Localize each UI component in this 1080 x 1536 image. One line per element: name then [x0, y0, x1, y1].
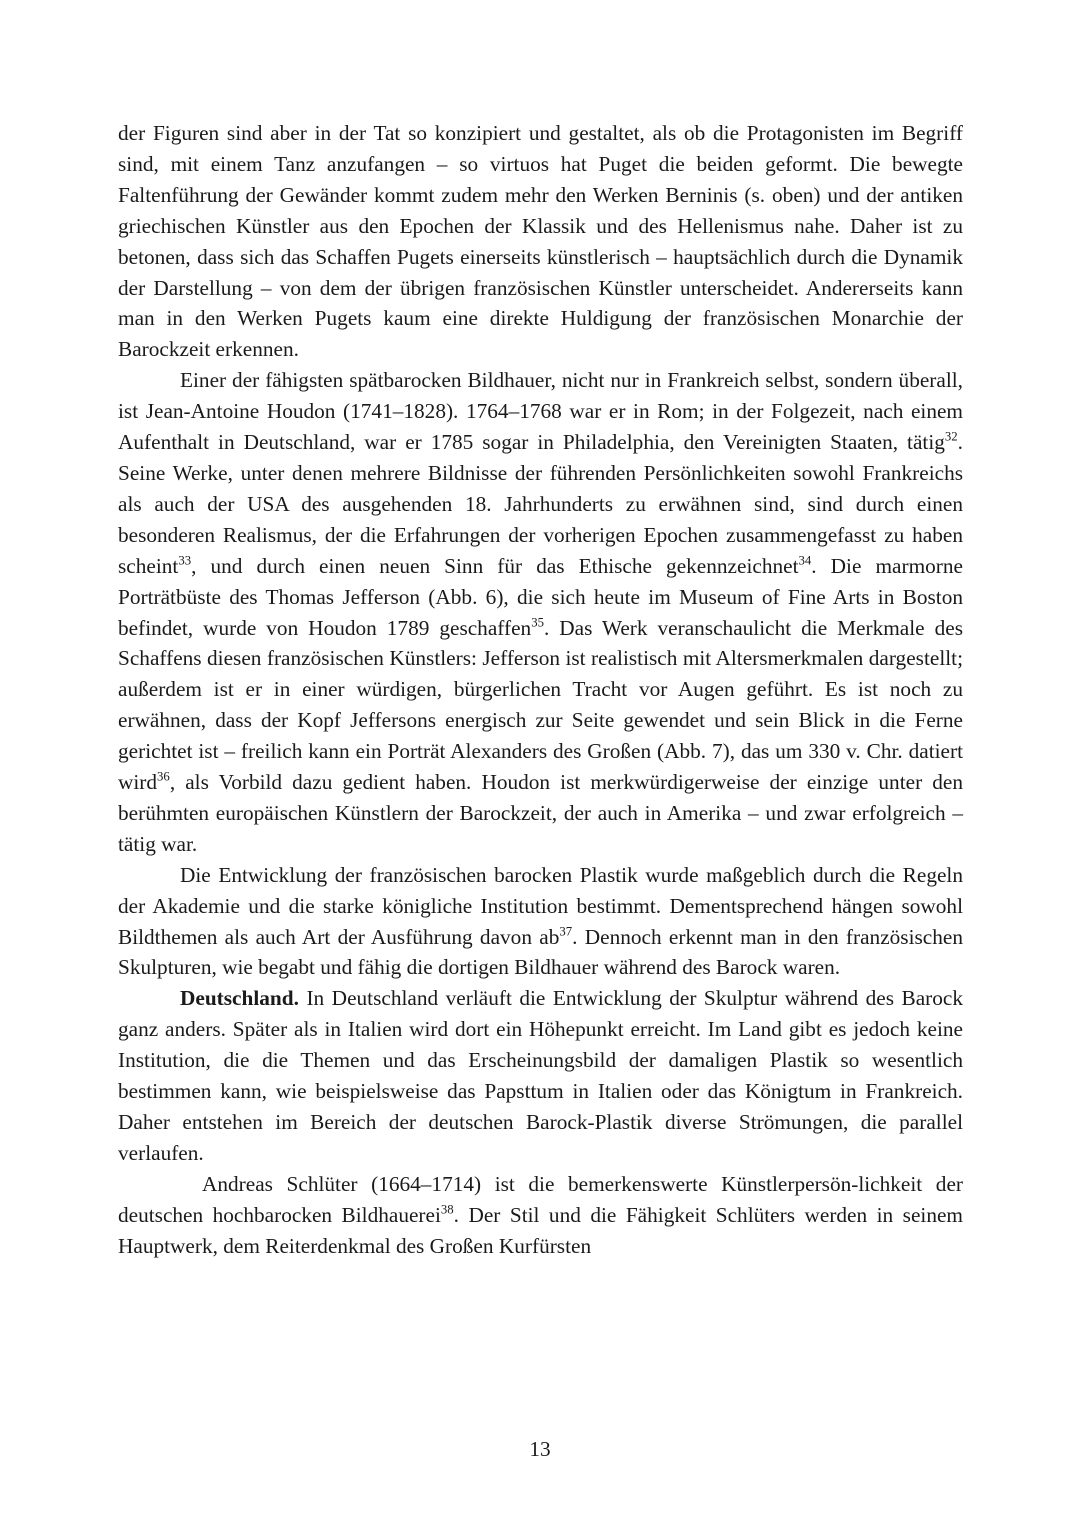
text-segment: , und durch einen neuen Sinn für das Ethische gekennzeichnet	[191, 553, 799, 578]
text-segment: , als Vorbild dazu gedient haben. Houdon ist merkwürdigerweise der einzige unter den berühmten europäischen Künstlern der Barockzeit, der auch in Amerika – und zwar erfolgreich – tätig war.	[118, 770, 963, 856]
text-segment: In Deutschland verläuft die Entwicklung der Skulptur während des Barock ganz anders. Später als in Italien wird dort ein Höhepunkt erreicht. Im Land gibt es jedoch keine Institution, die die Themen und das Erscheinungsbild der damaligen Plastik so wesentlich bestimmen kann, wie beispielsweise das Papsttum in Italien oder das Königtum in Frankreich. Daher entstehen im Bereich der deutschen Barock-Plastik diverse Strömungen, die parallel verlaufen.	[118, 986, 963, 1165]
footnote-ref-32[interactable]: 32	[944, 429, 958, 444]
text-segment: . Das Werk veranschaulicht die Merkmale des Schaffens diesen französischen Künstlers: Jefferson ist realistisch mit Altersmerkmalen dargestellt; außerdem ist er in einer würdigen, bürgerlichen Tracht vor Augen geführt. Es ist noch zu erwähnen, dass der Kopf Jeffersons energisch zur Seite gewendet und sein Blick in die Ferne gerichtet ist – freilich kann ein Porträt Alexanders des Großen (Abb. 7), das um 330 v. Chr. datiert wird	[118, 615, 963, 795]
footnote-ref-33[interactable]: 33	[178, 553, 192, 568]
paragraph-puget-continued	[118, 118, 963, 365]
page-number: 13	[529, 1437, 551, 1461]
footnote-ref-36[interactable]: 36	[157, 769, 170, 784]
text-segment: Die Entwicklung der französischen barocken Plastik wurde maßgeblich durch die Regeln der Akademie und die starke königliche Institution bestimmt. Dementsprechend hängen sowohl Bildthemen als auch Art der Ausführung davon ab	[118, 862, 963, 949]
text-segment: . Die marmorne Porträtbüste des Thomas Jefferson (Abb. 6), die sich heute im Museum of Fine Arts in Boston befindet, wurde von Houdon 1789 geschaffen	[118, 553, 963, 640]
section-heading: Deutschland.	[180, 986, 299, 1011]
text-segment: Einer der fähigsten spätbarocken Bildhauer, nicht nur in Frankreich selbst, sondern überall, ist Jean-Antoine Houdon (1741–1828). 1764–1768 war er in Rom; in der Folgezeit, nach einem Aufenthalt in Deutschland, war er 1785 sogar in Philadelphia, den Vereinigten Staaten, tätig	[118, 368, 963, 455]
paragraph-schlueter	[118, 1169, 963, 1262]
page-body	[118, 118, 963, 1262]
footnote-ref-34[interactable]: 34	[798, 553, 812, 568]
text-segment: . Seine Werke, unter denen mehrere Bildnisse der führenden Persönlichkeiten sowohl Frankreichs als auch der USA des ausgehenden 18. Jahrhunderts zu erwähnen sind, sind durch einen besonderen Realismus, der die Erfahrungen der vorherigen Epochen zusammengefasst zu haben scheint	[118, 430, 963, 578]
footnote-ref-38[interactable]: 38	[440, 1202, 454, 1217]
paragraph-houdon	[118, 365, 963, 860]
text-segment: der Figuren sind aber in der Tat so konzipiert und gestaltet, als ob die Protagonisten im Begriff sind, mit einem Tanz anzufangen – so virtuos hat Puget die beiden geformt. Die bewegte Faltenführung der Gewänder kommt zudem mehr den Werken Berninis (s. oben) und der antiken griechischen Künstler aus den Epochen der Klassik und des Hellenismus nahe. Daher ist zu betonen, dass sich das Schaffen Pugets einerseits künstlerisch – hauptsächlich durch die Dynamik der Darstellung – von dem der übrigen französischen Künstler unterscheidet. Andererseits kann man in den Werken Pugets kaum eine direkte Huldigung der französischen Monarchie der Barockzeit erkennen.	[118, 121, 963, 362]
paragraph-deutschland	[118, 983, 963, 1168]
paragraph-french-summary	[118, 860, 963, 984]
footnote-ref-37[interactable]: 37	[559, 924, 573, 939]
footnote-ref-35[interactable]: 35	[531, 615, 544, 630]
text-segment: Andreas Schlüter (1664–1714) ist die bemerkenswerte Künstlerpersön-lichkeit der deutschen hochbarocken Bildhauerei	[118, 1171, 963, 1227]
text-segment: . Dennoch erkennt man in den französischen Skulpturen, wie begabt und fähig die dortigen Bildhauer während des Barock waren.	[118, 924, 963, 980]
text-segment: . Der Stil und die Fähigkeit Schlüters werden in seinem Hauptwerk, dem Reiterdenkmal des Großen Kurfürsten	[118, 1202, 963, 1258]
